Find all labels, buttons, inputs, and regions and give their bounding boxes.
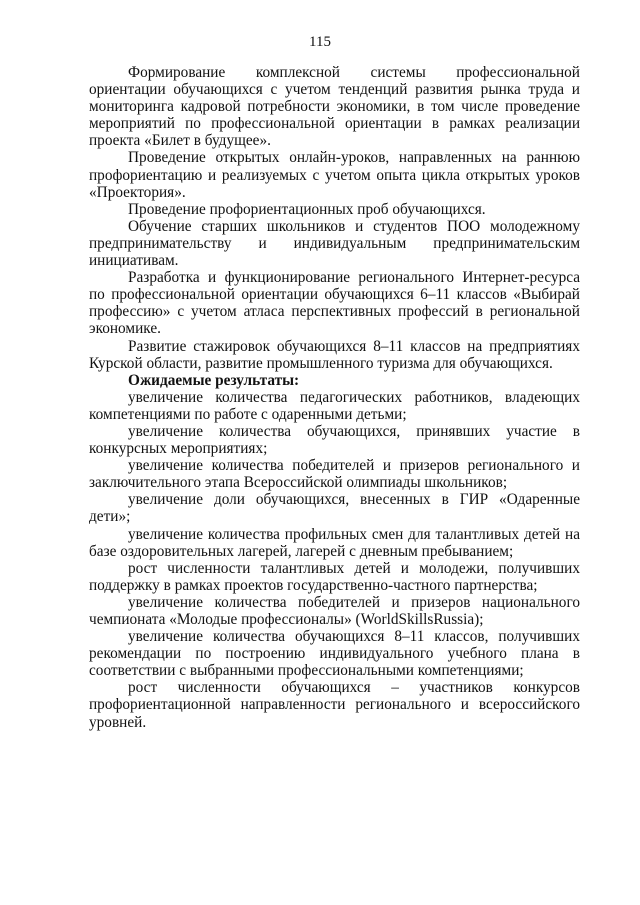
result-item: увеличение количества победителей и призеров регионального и заключительного этапа Всероссийской олимпиады школьников;	[89, 457, 580, 492]
page-number: 115	[309, 34, 331, 50]
result-item: увеличение количества обучающихся 8–11 классов, получивших рекомендации по построению индивидуального учебного плана в соответствии с выбранными профессиональными компетенциями;	[89, 628, 580, 680]
paragraph-internet-resource: Разработка и функционирование регионального Интернет-ресурса по профессиональной ориентации обучающихся 6–11 классов «Выбирай профессию» с учетом атласа перспективных профессий в региональной экономике.	[89, 269, 580, 338]
document-body	[89, 64, 580, 731]
result-item: увеличение количества профильных смен для талантливых детей на базе оздоровительных лагерей, лагерей с дневным пребыванием;	[89, 525, 580, 560]
paragraph-career-trials: Проведение профориентационных проб обучающихся.	[128, 200, 486, 218]
result-item: рост численности обучающихся – участников конкурсов профориентационной направленности регионального и всероссийского уровней.	[89, 679, 580, 731]
expected-results-heading: Ожидаемые результаты:	[128, 371, 300, 389]
paragraph-internships: Развитие стажировок обучающихся 8–11 классов на предприятиях Курской области, развитие промышленного туризма для обучающихся.	[89, 337, 580, 372]
result-item: увеличение количества педагогических работников, владеющих компетенциями по работе с одаренными детьми;	[89, 388, 580, 423]
result-item: увеличение количества обучающихся, принявших участие в конкурсных мероприятиях;	[89, 422, 580, 458]
result-item: рост численности талантливых детей и молодежи, получивших поддержку в рамках проектов государственно-частного партнерства;	[89, 559, 580, 594]
paragraph-open-online-lessons: Проведение открытых онлайн-уроков, направленных на раннюю профориентацию и реализуемых с учетом опыта цикла открытых уроков «Проектория».	[89, 149, 580, 201]
paragraph-career-guidance-system: Формирование комплексной системы профессиональной ориентации обучающихся с учетом тенденций развития рынка труда и мониторинга кадровой потребности экономики, в том числе проведение мероприятий по профессиональной ориентации в рамках реализации проекта «Билет в будущее».	[89, 64, 580, 150]
result-item: увеличение доли обучающихся, внесенных в ГИР «Одаренные дети»;	[89, 491, 580, 526]
paragraph-entrepreneurship-training: Обучение старших школьников и студентов ПОО молодежному предпринимательству и индивидуальным предпринимательским инициативам.	[89, 217, 580, 270]
result-item: увеличение количества победителей и призеров национального чемпионата «Молодые профессионалы» (WorldSkillsRussia);	[89, 593, 580, 628]
